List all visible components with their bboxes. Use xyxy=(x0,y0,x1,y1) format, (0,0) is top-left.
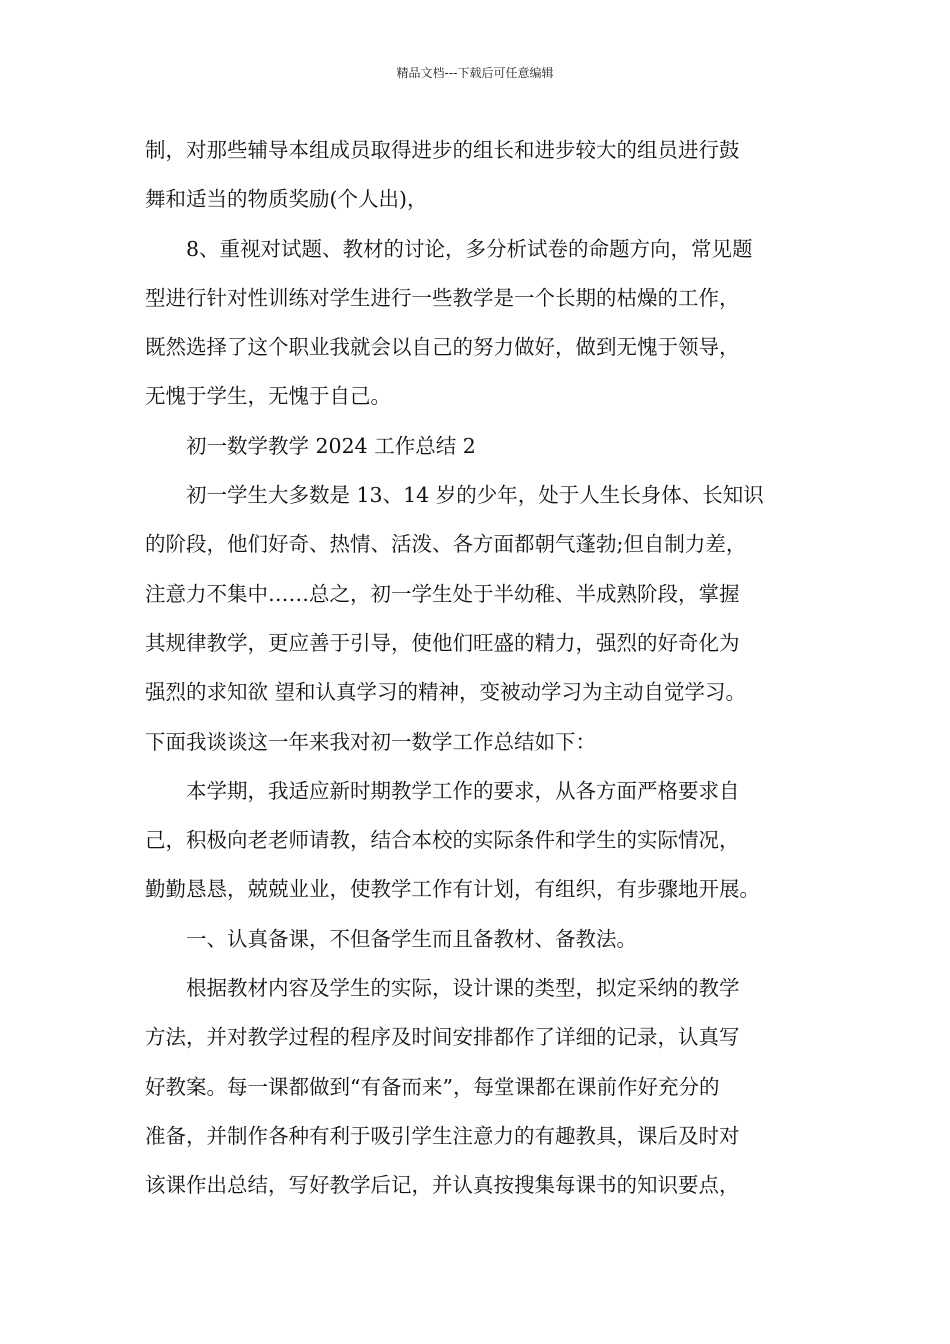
text-line: 一、认真备课，不但备学生而且备教材、备教法。 xyxy=(186,926,637,951)
text-line: 下面我谈谈这一年来我对初一数学工作总结如下： xyxy=(145,729,596,754)
paragraph xyxy=(145,126,811,225)
text-line: 勤勤恳恳，兢兢业业，使教学工作有计划，有组织，有步骤地开展。 xyxy=(145,877,760,902)
text-line: 该课作出总结，写好教学后记，并认真按搜集每课书的知识要点， xyxy=(145,1173,740,1198)
paragraph xyxy=(145,422,811,471)
text-line: 8、重视对试题、教材的讨论，多分析试卷的命题方向，常见题 xyxy=(186,236,753,261)
text-line: 根据教材内容及学生的实际，设计课的类型，拟定采纳的教学 xyxy=(186,976,740,1001)
text-line: 准备，并制作各种有利于吸引学生注意力的有趣教具，课后及时对 xyxy=(145,1123,740,1148)
text-line: 其规律教学，更应善于引导，使他们旺盛的精力，强烈的好奇化为 xyxy=(145,630,740,655)
text-line: 强烈的求知欲 望和认真学习的精神，变被动学习为主动自觉学习。 xyxy=(145,680,747,705)
paragraph xyxy=(145,964,811,1210)
text-line: 的阶段，他们好奇、热情、活泼、各方面都朝气蓬勃;但自制力差， xyxy=(145,532,747,557)
text-line: 型进行针对性训练对学生进行一些教学是一个长期的枯燥的工作， xyxy=(145,285,740,310)
page-header: 精品文档---下载后可任意编辑 xyxy=(396,66,554,80)
paragraph xyxy=(145,767,811,915)
paragraph xyxy=(145,225,811,422)
text-line: 制，对那些辅导本组成员取得进步的组长和进步较大的组员进行鼓 xyxy=(145,138,740,162)
text-line: 己，积极向老老师请教，结合本校的实际条件和学生的实际情况， xyxy=(145,828,740,853)
text-line: 方法，并对教学过程的程序及时间安排都作了详细的记录，认真写 xyxy=(145,1025,740,1050)
paragraph xyxy=(145,915,811,964)
text-line: 既然选择了这个职业我就会以自己的努力做好，做到无愧于领导， xyxy=(145,335,740,360)
text-line: 无愧于学生，无愧于自己。 xyxy=(145,384,391,409)
text-line: 注意力不集中……总之，初一学生处于半幼稚、半成熟阶段，掌握 xyxy=(145,581,740,606)
text-line: 本学期，我适应新时期教学工作的要求，从各方面严格要求自 xyxy=(186,778,740,803)
text-line: 初一学生大多数是 13、14 岁的少年，处于人生长身体、长知识 xyxy=(186,483,764,508)
document-body xyxy=(145,126,811,1211)
text-line: 舞和适当的物质奖励(个人出)， xyxy=(145,187,428,212)
text-line: 好教案。每一课都做到“有备而来”，每堂课都在课前作好充分的 xyxy=(145,1074,720,1099)
text-line: 初一数学教学 2024 工作总结 2 xyxy=(186,433,476,458)
paragraph xyxy=(145,471,811,767)
